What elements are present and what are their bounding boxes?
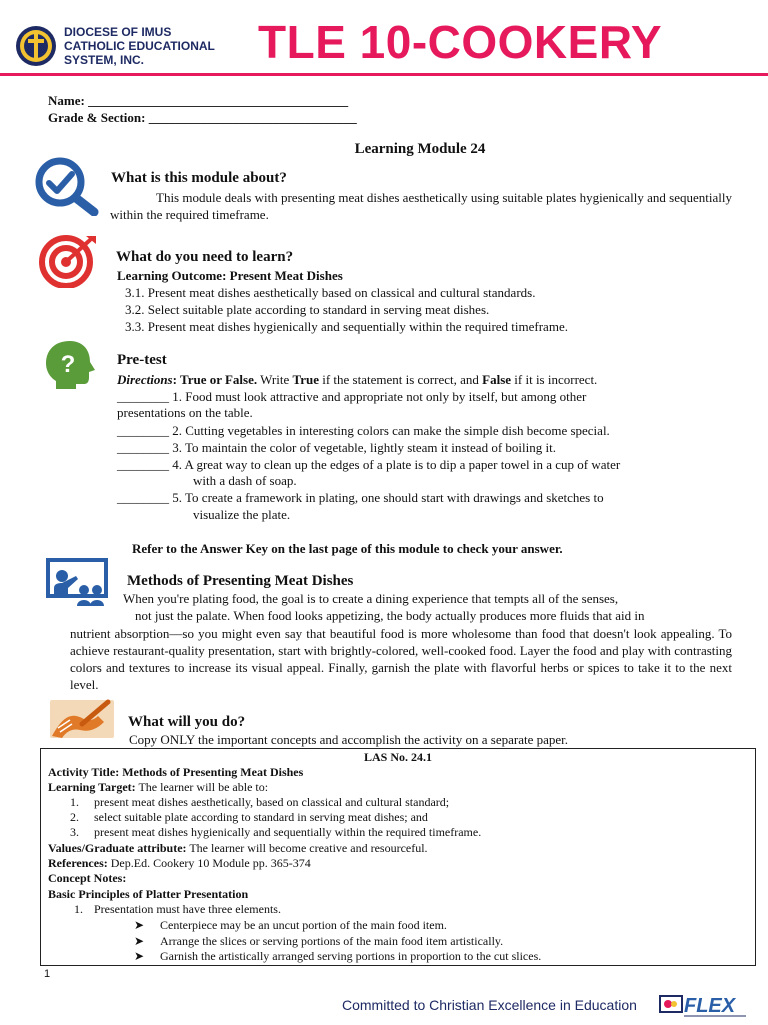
header-divider (0, 73, 768, 76)
magnifier-check-icon (34, 156, 98, 220)
las-target-3: 3. present meat dishes hygienically and sequentially within the required timeframe. (70, 825, 482, 839)
las-learning-target: Learning Target: The learner will be able to: (48, 780, 269, 794)
pretest-question-1: ________ 1. Food must look attractive and appropriate not only by itself, but among other (117, 389, 587, 404)
answer-key-note: Refer to the Answer Key on the last page of this module to check your answer. (132, 541, 563, 556)
svg-text:?: ? (60, 351, 76, 378)
methods-heading: Methods of Presenting Meat Dishes (127, 573, 354, 589)
methods-text-line2: not just the palate. When food looks appetizing, the body actually produces more fluids that aid in (135, 608, 645, 623)
pretest-question-1-cont: presentations on the table. (117, 405, 253, 420)
learn-item: 3.1. Present meat dishes aesthetically based on classical and cultural standards. (125, 285, 536, 300)
org-name: DIOCESE OF IMUS CATHOLIC EDUCATIONAL SYSTEM, INC. (64, 25, 215, 67)
las-activity-title: Activity Title: Methods of Presenting Meat Dishes (48, 765, 304, 779)
question-head-icon (42, 339, 100, 391)
about-text: This module deals with presenting meat dishes aesthetically using suitable plates hygienically and sequentially within the required timeframe. (110, 190, 732, 222)
pretest-question-4: ________ 4. A great way to clean up the edges of a plate is to dip a paper towel in a cup of water (117, 457, 621, 472)
footer-motto: Committed to Christian Excellence in Education (342, 997, 637, 1013)
las-values: Values/Graduate attribute: The learner will become creative and resourceful. (48, 841, 428, 855)
flex-logo (658, 990, 750, 1020)
las-concept-notes: Concept Notes: (48, 871, 127, 885)
name-field[interactable]: Name: ________________________________________ (48, 93, 349, 108)
page-number: 1 (44, 968, 51, 980)
page-title: TLE 10-COOKERY (258, 16, 663, 68)
las-number: LAS No. 24.1 (363, 750, 432, 764)
las-target-1: 1. present meat dishes aesthetically, based on classical and cultural standard; (70, 795, 450, 809)
what-will-you-do-heading: What will you do? (128, 714, 246, 730)
learn-item: 3.3. Present meat dishes hygienically and sequentially within the required timeframe. (125, 319, 568, 334)
arrow-bullet-icon: ➤ (134, 934, 145, 948)
las-bullet: ➤ Garnish the artistically arranged serving portions in proportion to the cut slices. (134, 949, 542, 963)
las-bullet: ➤ Arrange the slices or serving portions of the main food item artistically. (134, 934, 504, 948)
writing-hand-icon (48, 698, 116, 740)
target-icon (38, 232, 100, 288)
arrow-bullet-icon: ➤ (134, 918, 145, 932)
presentation-board-icon (46, 558, 110, 608)
module-title: Learning Module 24 (354, 141, 486, 157)
pretest-heading: Pre-test (117, 352, 167, 368)
learn-heading: What do you need to learn? (116, 249, 294, 265)
grade-section-field[interactable]: Grade & Section: ________________________________ (48, 110, 357, 125)
learning-outcome: Learning Outcome: Present Meat Dishes (117, 268, 343, 283)
about-heading: What is this module about? (111, 170, 287, 186)
what-will-you-do-text: Copy ONLY the important concepts and accomplish the activity on a separate paper. (129, 732, 568, 747)
las-bullet: ➤ Centerpiece may be an uncut portion of the main food item. (134, 918, 447, 932)
pretest-question-5-cont: visualize the plate. (193, 507, 291, 522)
pretest-directions: Directions: True or False. Write True if the statement is correct, and False if it is incorrect. (117, 372, 598, 387)
svg-text:FLEX: FLEX (684, 995, 736, 1017)
pretest-question-2: ________ 2. Cutting vegetables in interesting colors can make the simple dish become special. (117, 423, 610, 438)
arrow-bullet-icon: ➤ (134, 949, 145, 963)
pretest-question-3: ________ 3. To maintain the color of vegetable, lightly steam it instead of boiling it. (117, 440, 556, 455)
las-target-2: 2. select suitable plate according to standard in serving meat dishes; and (70, 810, 428, 824)
learn-item: 3.2. Select suitable plate according to standard in serving meat dishes. (125, 302, 490, 317)
las-principle-1: 1. Presentation must have three elements. (74, 902, 281, 916)
methods-text: nutrient absorption—so you might even say that beautiful food is more wholesome than food that doesn't look appealing. To achieve restaurant-quality presentation, start with brightly-colored, well-cooked food. Layer the food and play with contrasting colors and textures to increase its visual appeal. Finally, garnish the plate with flavorful herbs or spices to take it to the next level. (70, 626, 732, 692)
methods-text-line1: When you're plating food, the goal is to create a dining experience that tempts all of the senses, (123, 591, 619, 606)
pretest-question-4-cont: with a dash of soap. (193, 473, 297, 488)
diocese-seal-logo (14, 24, 58, 68)
pretest-question-5: ________ 5. To create a framework in plating, one should start with drawings and sketches to (117, 490, 604, 505)
las-references: References: Dep.Ed. Cookery 10 Module pp. 365-374 (48, 856, 311, 870)
las-principles-heading: Basic Principles of Platter Presentation (48, 887, 249, 901)
